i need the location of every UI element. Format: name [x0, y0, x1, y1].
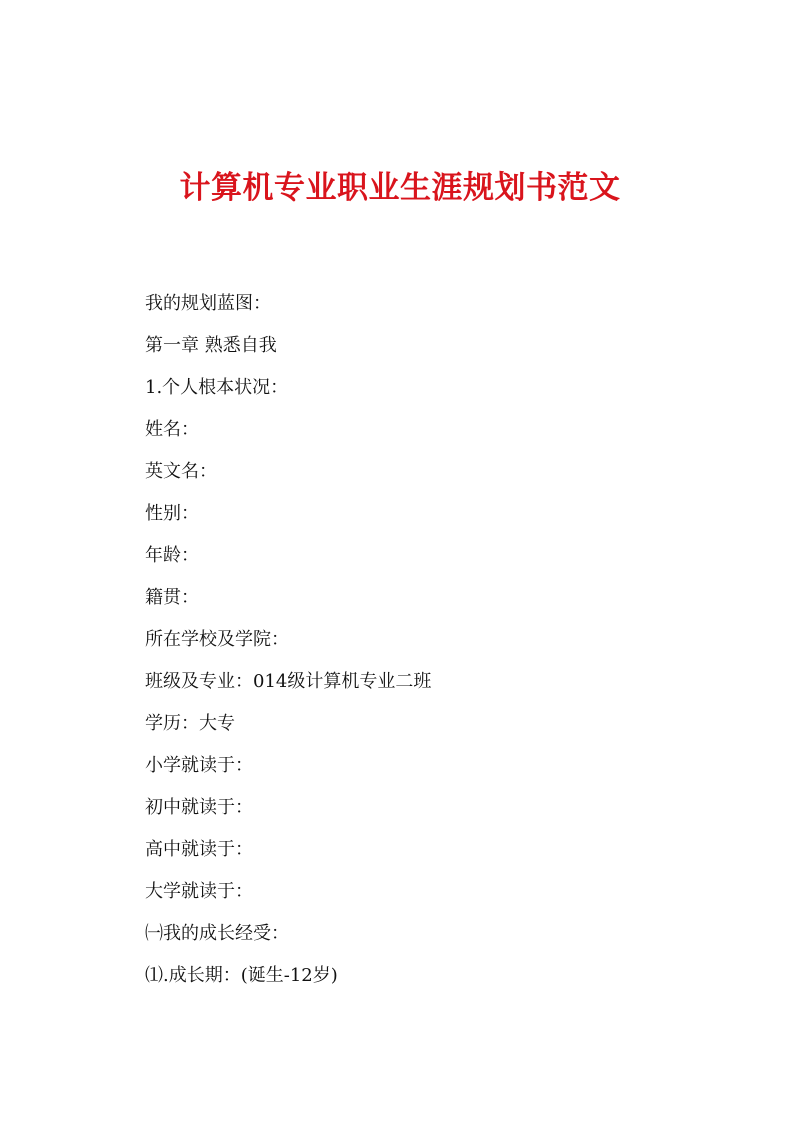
document-title: 计算机专业职业生涯规划书范文 — [179, 170, 621, 206]
body-line-name: 姓名： — [145, 419, 199, 440]
body-line-junior-high: 初中就读于： — [145, 797, 253, 818]
body-line-english-name: 英文名： — [145, 461, 217, 482]
body-line-senior-high: 高中就读于： — [145, 839, 253, 860]
body-line-school: 所在学校及学院： — [145, 629, 289, 650]
body-line-growth-period: ⑴.成长期：(诞生-12岁) — [145, 965, 338, 986]
body-line-growth-experience: ㈠我的成长经受： — [145, 923, 289, 944]
body-line-class-major: 班级及专业：014级计算机专业二班 — [145, 671, 432, 692]
body-line-basic-info-heading: 1.个人根本状况： — [145, 377, 289, 398]
body-line-education: 学历：大专 — [145, 713, 235, 734]
body-line-gender: 性别： — [145, 503, 199, 524]
body-line-plan-blueprint: 我的规划蓝图： — [145, 293, 271, 314]
body-line-university: 大学就读于： — [145, 881, 253, 902]
body-line-chapter-one: 第一章 熟悉自我 — [145, 335, 277, 356]
document-body — [145, 283, 431, 997]
body-line-primary-school: 小学就读于： — [145, 755, 253, 776]
body-line-age: 年龄： — [145, 545, 199, 566]
body-line-hometown: 籍贯： — [145, 587, 199, 608]
